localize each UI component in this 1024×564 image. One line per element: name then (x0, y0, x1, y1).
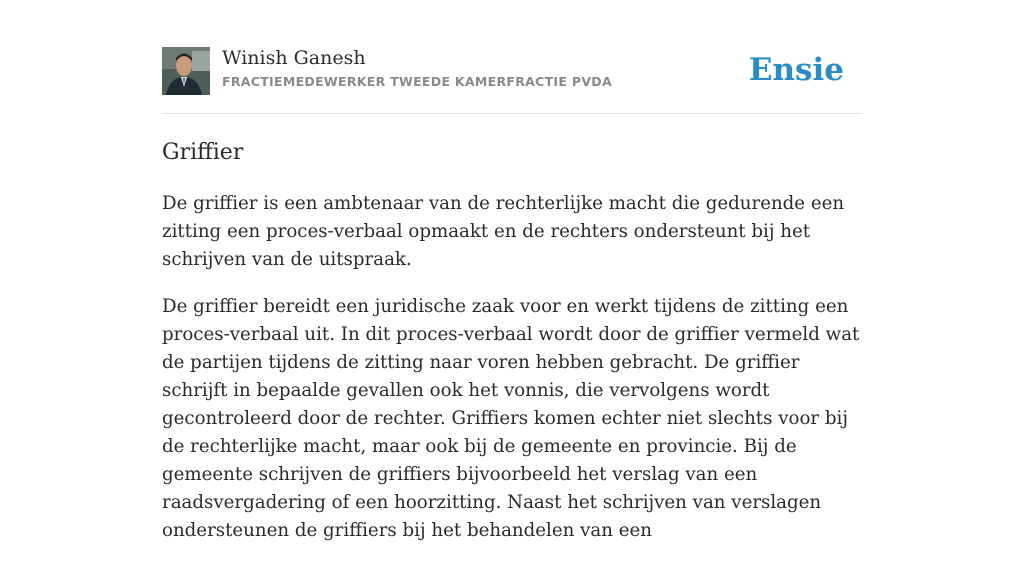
author-header (162, 46, 862, 96)
avatar-photo-icon (162, 47, 210, 95)
header-divider (162, 113, 862, 114)
avatar[interactable] (162, 47, 210, 95)
paragraph-1: De griffier is een ambtenaar van de rechterlijke macht die gedurende een zitting een proces-verbaal opmaakt en de rechters ondersteunt bij het schrijven van de uitspraak. (162, 193, 845, 270)
author-name[interactable]: Winish Ganesh (222, 47, 366, 69)
author-role: FRACTIEMEDEWERKER TWEEDE KAMERFRACTIE PVDA (222, 74, 612, 89)
paragraph-2: De griffier bereidt een juridische zaak voor en werkt tijdens de zitting een proces-verbaal uit. In dit proces-verbaal wordt door de griffier vermeld wat de partijen tijdens de zitting naar voren hebben gebracht. De griffier schrijft in bepaalde gevallen ook het vonnis, die vervolgens wordt gecontroleerd door de rechter. Griffiers komen echter niet slechts voor bij de rechterlijke macht, maar ook bij de gemeente en provincie. Bij de gemeente schrijven de griffiers bijvoorbeeld het verslag van een raadsvergadering of een hoorzitting. Naast het schrijven van verslagen ondersteunen de griffiers bij het behandelen van een (162, 296, 860, 541)
article-body (162, 190, 862, 564)
page-title: Griffier (162, 140, 244, 165)
ensie-logo[interactable]: Ensie (748, 52, 844, 88)
